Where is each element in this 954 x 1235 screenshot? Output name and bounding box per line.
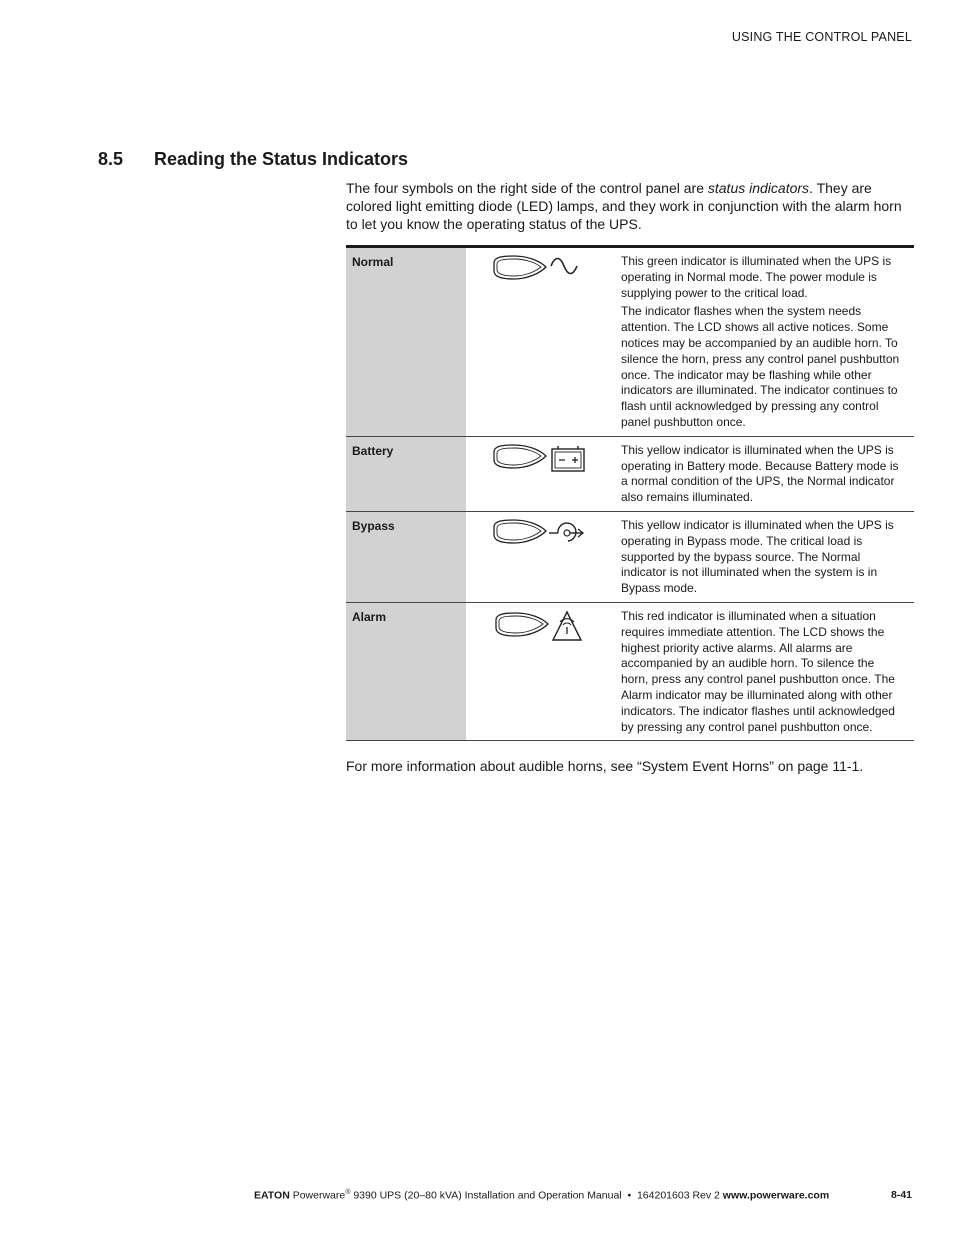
description-paragraph: The indicator flashes when the system needs attention. The LCD shows all active notices. Some notices may be accompanied by an audible horn. To silence the horn, press any control panel pushbutton once. The indicator may be flashing while other indicators are illuminated. The indicator continues to flash until acknowledged by pressing any control panel pushbutton once.: [621, 304, 900, 429]
intro-paragraph: [346, 179, 916, 233]
footer-text: 9390 UPS (20–80 kVA) Installation and Operation Manual • 164201603 Rev 2: [350, 1189, 723, 1202]
indicator-symbol-cell: [466, 247, 614, 437]
section-number: 8.5: [98, 149, 124, 169]
sine-wave-icon: [551, 259, 577, 274]
led-lamp-icon: [490, 607, 590, 645]
indicator-description: [614, 247, 914, 437]
intro-emphasis: status indicators: [707, 180, 810, 196]
alarm-triangle-icon: [553, 612, 581, 640]
indicator-symbol-cell: [466, 602, 614, 740]
description-paragraph: This green indicator is illuminated when the UPS is operating in Normal mode. The power module is supplying power to the critical load.: [621, 254, 892, 300]
table-row-alarm: [346, 602, 914, 740]
footer-product: Powerware: [292, 1189, 346, 1202]
led-lamp-icon: [490, 516, 590, 550]
horns-note: For more information about audible horns, see “System Event Horns” on page 11-1.: [346, 758, 864, 774]
indicator-description: [614, 436, 914, 511]
indicator-symbol-cell: [466, 436, 614, 511]
indicator-description: [614, 511, 914, 602]
intro-text-1: The four symbols on the right side of the control panel are: [346, 180, 708, 196]
led-lamp-icon: [490, 252, 590, 286]
footer-registered-mark: ®: [345, 1189, 351, 1196]
section-title: [98, 149, 408, 170]
footer: [254, 1189, 829, 1202]
bypass-icon: [549, 523, 583, 541]
indicator-name: Battery: [346, 436, 466, 511]
description-paragraph: This yellow indicator is illuminated when the UPS is operating in Bypass mode. The critical load is supported by the bypass source. The Normal indicator is not illuminated when the system is in Bypass mode.: [621, 517, 894, 596]
led-lamp-icon: [490, 441, 590, 475]
footer-website: www.powerware.com: [722, 1189, 830, 1202]
indicator-description: [614, 602, 914, 740]
battery-icon: [552, 446, 584, 471]
footer-brand: EATON: [254, 1189, 290, 1202]
intro-text-2: . They are colored light emitting diode (LED) lamps, and they work in conjunction with the alarm horn to let you know the operating status of the UPS.: [346, 180, 902, 232]
indicator-name: Normal: [346, 247, 466, 437]
description-paragraph: This red indicator is illuminated when a situation requires immediate attention. The LCD shows the highest priority active alarms. All alarms are accompanied by an audible horn. To silence the horn, press any control panel pushbutton once. The Alarm indicator may be illuminated along with other indicators. The indicator flashes until acknowledged by pressing any control panel pushbutton once.: [621, 608, 895, 734]
table-row-normal: [346, 247, 914, 437]
indicator-symbol-cell: [466, 511, 614, 602]
table-row-bypass: [346, 511, 914, 602]
section-title-text: Reading the Status Indicators: [154, 149, 409, 169]
page-number: 8-41: [890, 1189, 912, 1201]
status-indicator-table: [346, 245, 914, 741]
indicator-name: Alarm: [346, 602, 466, 740]
description-paragraph: This yellow indicator is illuminated when the UPS is operating in Battery mode. Because Battery mode is a normal condition of the UPS, the Normal indicator also remains illuminated.: [621, 442, 899, 505]
table-row-battery: [346, 436, 914, 511]
running-head: USING THE CONTROL PANEL: [731, 30, 912, 44]
indicator-name: Bypass: [346, 511, 466, 602]
